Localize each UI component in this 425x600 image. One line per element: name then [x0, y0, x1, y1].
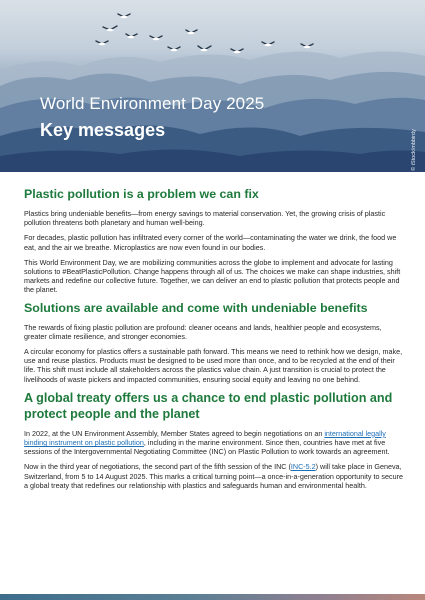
photo-credit-text: © iStock/mbbirdy — [411, 129, 417, 171]
section-plastic-pollution — [24, 187, 404, 295]
paragraph — [24, 429, 404, 457]
text: ) will take place in Geneva, Switzerland, from 5 to 14 August 2025. This marks a critical turning point—a once-in-a-generation opportunity to secure a global treaty that redefines our relationship with plastics and safeguards human and environmental health. — [24, 462, 404, 490]
photo-credit — [409, 130, 419, 170]
event-title: World Environment Day 2025 — [40, 94, 265, 113]
footer-color-bar — [0, 594, 425, 600]
text: Now in the third year of negotiations, the second part of the fifth session of the INC ( — [24, 462, 291, 472]
paragraph: This World Environment Day, we are mobilizing communities across the globe to implement and advocate for lasting solutions to #BeatPlasticPollution. Change happens through all of us. The choices we make can shape industries, shift markets and redefine our collective future. Together, we can deliver an end to plastic pollution that protects people and the planet. — [24, 257, 401, 295]
section-heading: A global treaty offers us a chance to end plastic pollution and protect people and the planet — [24, 390, 393, 421]
paragraph — [24, 462, 404, 490]
header-banner — [0, 0, 425, 172]
inc-5-2-link[interactable]: INC-5.2 — [290, 462, 316, 472]
paragraph: Plastics bring undeniable benefits—from energy savings to material conservation. Yet, the growing crisis of plastic pollution threatens both planetary and human well-being. — [24, 209, 386, 228]
section-global-treaty — [24, 390, 404, 490]
section-solutions — [24, 301, 404, 384]
cranes-icon — [0, 0, 425, 80]
text: In 2022, at the UN Environment Assembly, Member States agreed to begin negotiations on an — [24, 428, 325, 438]
treaty-instrument-link[interactable]: international legally binding instrument on plastic pollution — [24, 428, 386, 448]
paragraph: A circular economy for plastics offers a sustainable path forward. This means we need to rethink how we design, make, use and reuse plastics. Products must be designed to be used more than once, and to be recycled at the end of their life. This shift must include all stakeholders across the plastics value chain. A just transition is crucial to protect the livelihoods of waste pickers and impacted communities, ensuring social equity and leaving no one behind. — [24, 347, 403, 384]
main-content — [24, 187, 404, 490]
page-title: Key messages — [40, 120, 166, 140]
section-heading: Solutions are available and come with undeniable benefits — [24, 300, 368, 315]
paragraph: For decades, plastic pollution has infiltrated every corner of the world—contaminating the water we drink, the food we eat, and the air we breathe. Microplastics are now even found in our bodies. — [24, 233, 397, 252]
text: , including in the marine environment. Since then, countries have met at five sessions of the Intergovernmental Negotiating Committee (INC) on Plastic Pollution to work towards an agreement. — [24, 438, 390, 457]
paragraph: The rewards of fixing plastic pollution are profound: cleaner oceans and lands, healthier people and ecosystems, greater climate resilience, and stronger economies. — [24, 322, 382, 341]
section-heading: Plastic pollution is a problem we can fix — [24, 187, 259, 201]
